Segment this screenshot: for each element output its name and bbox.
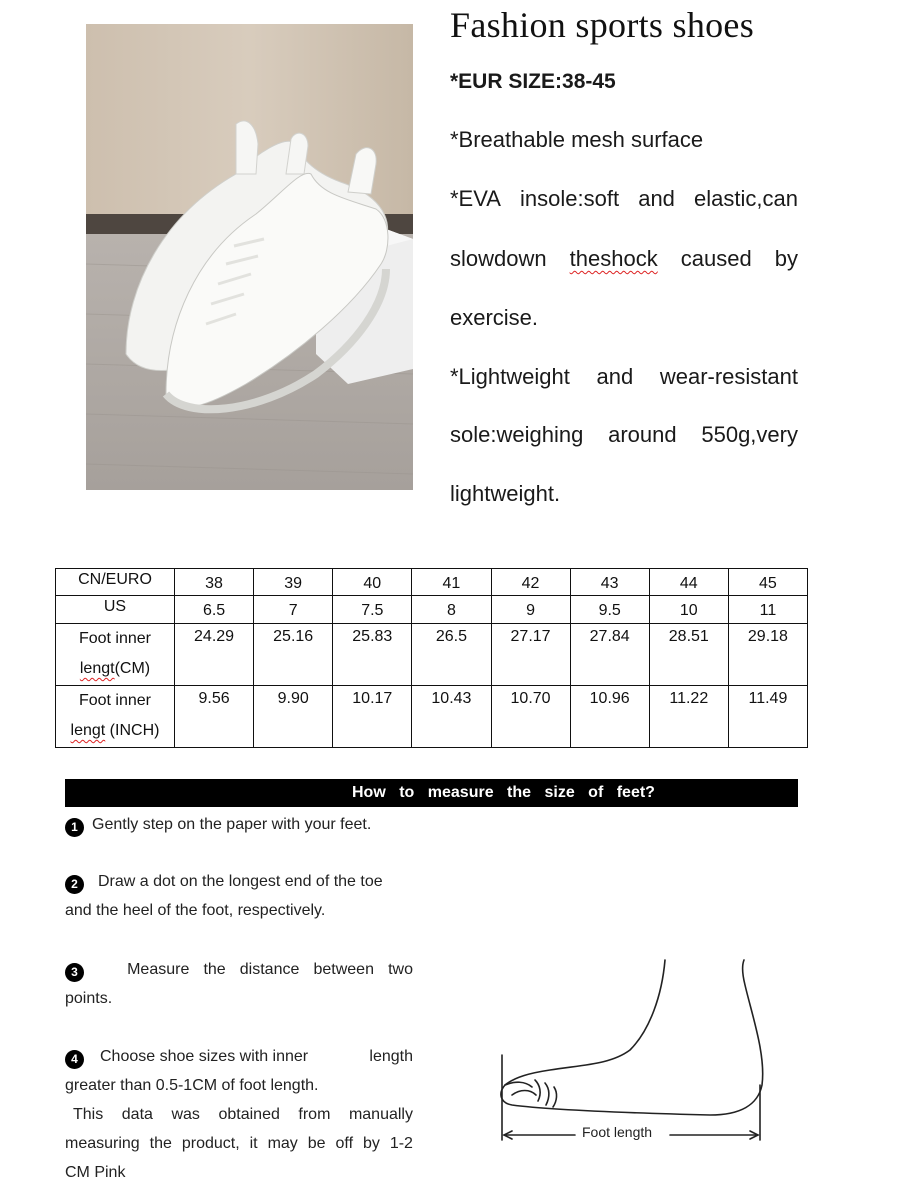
- table-cell: 9.56: [175, 685, 254, 747]
- table-cell: 6.5: [175, 596, 254, 623]
- table-cell: 8: [412, 596, 491, 623]
- feature-weight-line: *Lightweight and wear-resistant: [450, 364, 798, 389]
- foot-length-diagram: [490, 955, 780, 1150]
- product-title: Fashion sports shoes: [450, 5, 755, 45]
- table-cell: 11.22: [649, 685, 728, 747]
- table-cell: 7.5: [333, 596, 412, 623]
- table-cell: 29.18: [728, 623, 807, 685]
- table-cell: 45: [728, 569, 807, 596]
- table-cell: 10.96: [570, 685, 649, 747]
- feature-weight-line: sole:weighing around 550g,very: [450, 422, 798, 447]
- table-cell: 7: [254, 596, 333, 623]
- table-row: [56, 623, 808, 685]
- step-number: 3: [65, 963, 84, 982]
- feature-weight-line: lightweight.: [450, 481, 561, 506]
- row-header: US: [56, 596, 175, 623]
- table-cell: 9.5: [570, 596, 649, 623]
- table-cell: 11.49: [728, 685, 807, 747]
- step-2: 2 Draw a dot on the longest end of the toe and the heel of the foot, respectively.: [65, 873, 383, 919]
- table-cell: 10: [649, 596, 728, 623]
- table-row: [56, 596, 808, 623]
- table-cell: 40: [333, 569, 412, 596]
- step-number: 2: [65, 875, 84, 894]
- table-cell: 10.70: [491, 685, 570, 747]
- table-cell: 10.43: [412, 685, 491, 747]
- size-chart-table: [55, 568, 808, 748]
- feature-eva-line: slowdown theshock caused by: [450, 246, 798, 271]
- table-cell: 25.16: [254, 623, 333, 685]
- table-row: [56, 685, 808, 747]
- table-cell: 9: [491, 596, 570, 623]
- table-cell: 38: [175, 569, 254, 596]
- table-cell: 11: [728, 596, 807, 623]
- feature-eva-line: exercise.: [450, 305, 539, 330]
- row-header: Foot inner lengt (INCH): [56, 685, 175, 747]
- feature-mesh: *Breathable mesh surface: [450, 127, 704, 152]
- table-cell: 41: [412, 569, 491, 596]
- table-cell: 28.51: [649, 623, 728, 685]
- product-photo: [86, 24, 413, 490]
- table-cell: 26.5: [412, 623, 491, 685]
- measure-banner: How to measure the size of feet?: [65, 779, 798, 807]
- step-3: 3 Measure the distance between two points.: [65, 961, 413, 1007]
- table-cell: 25.83: [333, 623, 412, 685]
- table-cell: 9.90: [254, 685, 333, 747]
- table-cell: 42: [491, 569, 570, 596]
- row-header: CN/EURO: [56, 569, 175, 596]
- step-1: 1 Gently step on the paper with your feet.: [65, 810, 413, 839]
- table-cell: 27.84: [570, 623, 649, 685]
- table-row: [56, 569, 808, 596]
- table-cell: 39: [254, 569, 333, 596]
- foot-length-label: Foot length: [582, 1124, 653, 1140]
- table-cell: 43: [570, 569, 649, 596]
- step-number: 1: [65, 818, 84, 837]
- feature-size: *EUR SIZE:38-45: [450, 70, 616, 93]
- table-cell: 27.17: [491, 623, 570, 685]
- table-cell: 44: [649, 569, 728, 596]
- feature-eva-line: *EVA insole:soft and elastic,can: [450, 186, 798, 211]
- row-header: Foot inner lengt(CM): [56, 623, 175, 685]
- table-cell: 24.29: [175, 623, 254, 685]
- table-cell: 10.17: [333, 685, 412, 747]
- step-number: 4: [65, 1050, 84, 1069]
- step-4: 4 Choose shoe sizes with inner length greater than 0.5-1CM of foot length. This data was obtained from manually measuring the product, it may be off by 1-2 CM Pink: [65, 1048, 413, 1181]
